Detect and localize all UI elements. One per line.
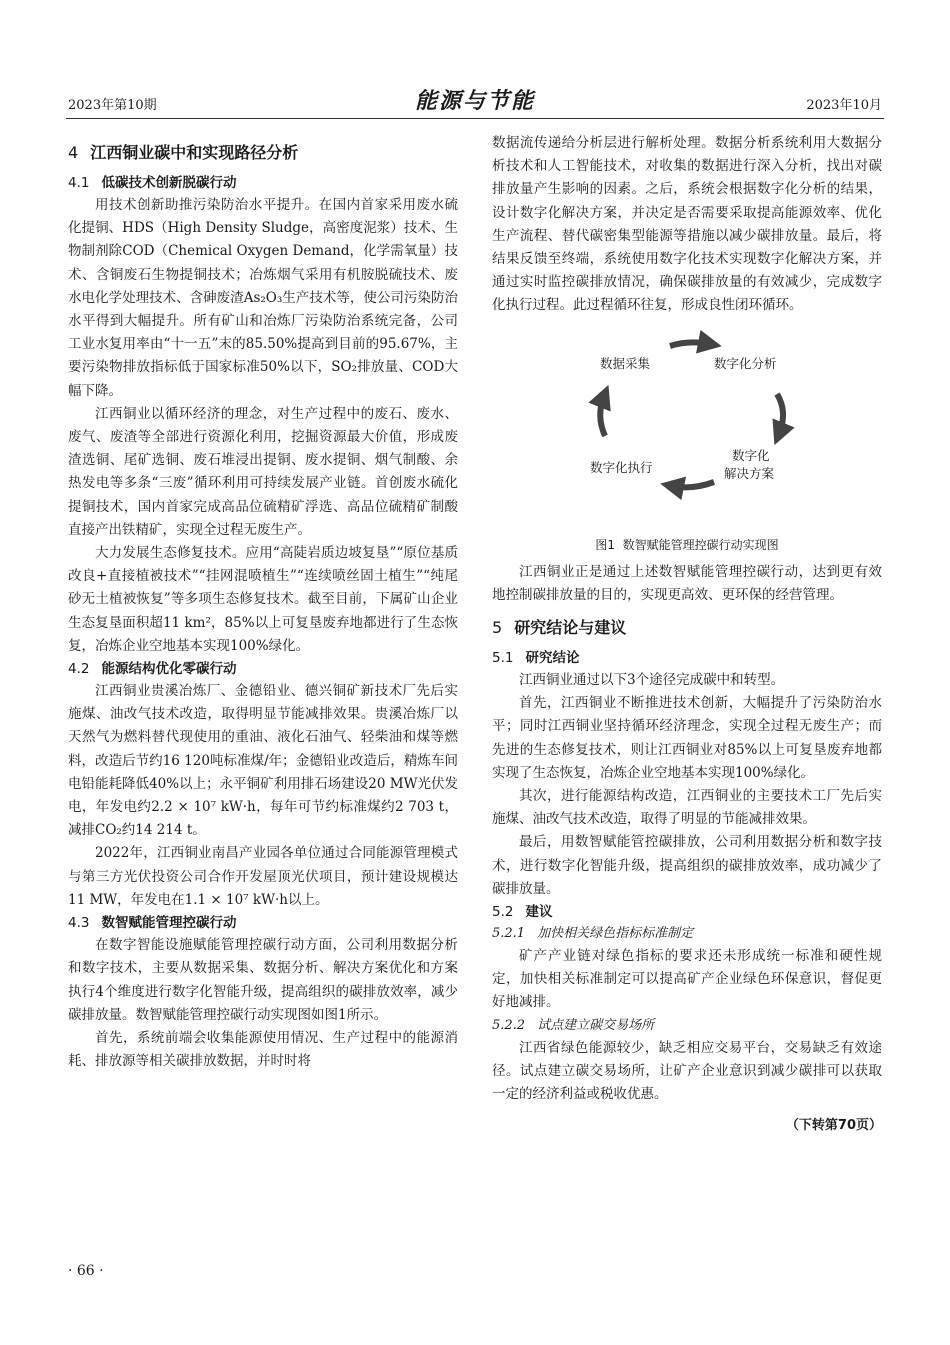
subsection-number: 4.1 (68, 175, 90, 191)
subsubsection-5-2-1-heading (492, 923, 882, 945)
journal-logo: 能源与节能 (414, 88, 535, 114)
paragraph: 最后，用数智赋能管控碳排放，公司利用数据分析和数字技术，进行数字化智能升级，提高组织的碳排放效率，成功减少了碳排放量。 (492, 834, 882, 897)
paragraph: 江西铜业以循环经济的理念，对生产过程中的废石、废水、废气、废渣等全部进行资源化利用，挖掘资源最大价值，形成废渣选铜、尾矿选铜、废石堆浸出提铜、废水提铜、烟气制酸、余热发电等多条“三废”循环利用可持续发展产业链。首创废水硫化提铜技术，国内首家完成高品位硫精矿浮选、高品位硫精矿制酸直接产出铁精矿，实现全过程无废生产。 (68, 405, 458, 538)
paragraph: 其次，进行能源结构改造，江西铜业的主要技术工厂先后实施煤、油改气技术改造，取得了明显的节能减排效果。 (492, 788, 882, 828)
header-date: 2023年10月 (806, 98, 882, 113)
paragraph: 2022年，江西铜业南昌产业园各单位通过合同能源管理模式与第三方光伏投资公司合作开发屋顶光伏项目，预计建设规模达11 MW，年发电在1.1 × 10⁷ kW·h以上。 (68, 845, 458, 908)
right-column (492, 132, 882, 1133)
header-issue: 2023年第10期 (68, 98, 157, 113)
subsection-5-2-heading (492, 901, 882, 923)
subsection-title: 研究结论 (525, 650, 580, 667)
figure-1-cycle-diagram (492, 324, 882, 534)
arrow-top (670, 342, 710, 346)
subsection-number: 4.2 (68, 661, 90, 678)
paragraph: 江西铜业正是通过上述数智赋能管理控碳行动，达到更有效地控制碳排放量的目的，实现更高效、更环保的经营管理。 (492, 563, 882, 603)
label-digital-analysis: 数字化分析 (714, 355, 777, 371)
paragraph: 首先，江西铜业不断推进技术创新，大幅提升了污染防治水平；同时江西铜业坚持循环经济理念，实现全过程无废生产；而先进的生态修复技术，则让江西铜业对85%以上可复垦废弃地都实现了生态恢复，冶炼企业空地基本实现100%绿化。 (492, 695, 882, 781)
label-solution: 解决方案 (724, 465, 775, 481)
subsection-4-1-heading (68, 172, 458, 194)
label-digital-execution: 数字化执行 (590, 459, 653, 475)
subsection-4-2-heading (68, 658, 458, 680)
subsection-number: 5.1 (492, 650, 514, 667)
label-digital: 数字化 (732, 447, 770, 463)
subsubsection-number: 5.2.1 (492, 926, 526, 942)
paragraph-continued: 数据流传递给分析层进行解析处理。数据分析系统利用大数据分析技术和人工智能技术，对收集的数据进行深入分析，找出对碳排放量产生影响的因素。之后，系统会根据数字化分析的结果，设计数字化解决方案，并决定是否需要采取提高能源效率、优化生产流程、替代碳密集型能源等措施以减少碳排放量。最后，将结果反馈至终端，系统使用数字化技术实现数字化解决方案，并通过实时监控碳排放情况，确保碳排放量的有效减少，完成数字化执行过程。此过程循环往复，形成良性闭环循环。 (492, 135, 882, 314)
section-title: 研究结论与建议 (514, 618, 627, 638)
paragraph: 矿产产业链对绿色指标的要求还未形成统一标准和硬性规定，加快相关标准制定可以提高矿产企业绿色环保意识，督促更好地减排。 (492, 948, 882, 1011)
paragraph: 江西铜业贵溪冶炼厂、金德铅业、德兴铜矿新技术厂先后实施煤、油改气技术改造，取得明显节能减排效果。贵溪冶炼厂以天然气为燃料替代现使用的重油、液化石油气、轻柴油和煤等燃料，改造后节约16 120吨标准煤/年；金德铅业改造后，精炼车间电铅能耗降低40%以上；永平铜矿利用排石场建设20 MW光伏发电，年发电约2.2 × 10⁷ kW·h，每年可节约标准煤约2 703 t，减排CO₂约14 214 t。 (68, 683, 458, 839)
arrow-right (777, 394, 783, 434)
section-number: 4 (68, 143, 79, 162)
section-4-heading (68, 140, 458, 166)
continued-note: （下转第70页） (785, 1118, 882, 1134)
arrow-bottom (672, 482, 714, 487)
paragraph: 大力发展生态修复技术。应用“高陡岩质边坡复垦”“原位基质改良+直接植被技术”“挂网混喷植生”“连续喷丝固土植生”“纯尾砂无土植被恢复”等多项生态修复技术。截至目前，下属矿山企业生态复垦面积超11 km²，85%以上可复垦废弃地都进行了生态恢复，冶炼企业空地基本实现100%绿化。 (68, 545, 458, 654)
section-title: 江西铜业碳中和实现路径分析 (90, 143, 299, 162)
subsection-5-1-heading (492, 647, 882, 669)
figure-number: 图1 (595, 537, 615, 552)
left-column (68, 132, 458, 1073)
subsubsection-title: 加快相关绿色指标标准制定 (537, 926, 694, 942)
subsubsection-title: 试点建立碳交易场所 (537, 1017, 655, 1033)
subsection-title: 建议 (525, 904, 553, 921)
paragraph: 在数字智能设施赋能管理控碳行动方面，公司利用数据分析和数字技术，主要从数据采集、数据分析、解决方案优化和方案执行4个维度进行数字化智能升级，提高组织的碳排放效率，减少碳排放量。数智赋能管理控碳行动实现图如图1所示。 (68, 937, 458, 1023)
section-number: 5 (492, 618, 503, 638)
subsection-title: 低碳技术创新脱碳行动 (101, 175, 237, 191)
subsection-4-3-heading (68, 912, 458, 934)
subsection-title: 数智赋能管理控碳行动 (101, 915, 237, 932)
header-rule (66, 118, 884, 119)
section-5-heading (492, 615, 882, 641)
subsubsection-5-2-2-heading (492, 1015, 882, 1037)
cycle-arrows (492, 324, 882, 534)
page-number: · 66 · (68, 1263, 104, 1279)
subsection-number: 4.3 (68, 915, 90, 932)
paragraph: 江西省绿色能源较少，缺乏相应交易平台，交易缺乏有效途径。试点建立碳交易场所，让矿产企业意识到减少碳排可以获取一定的经济利益或税收优惠。 (492, 1039, 882, 1103)
paragraph: 江西铜业通过以下3个途径完成碳中和转型。 (519, 672, 785, 689)
subsection-number: 5.2 (492, 904, 514, 921)
figure-title: 数智赋能管理控碳行动实现图 (622, 537, 779, 552)
figure-caption (492, 536, 882, 553)
paragraph: 用技术创新助推污染防治水平提升。在国内首家采用废水硫化提铜、HDS（High Density Sludge，高密度泥浆）技术、生物制剂除COD（Chemical Oxygen Demand，化学需氧量）技术、含铜废石生物提铜技术；冶炼烟气采用有机胺脱硫技术、废水电化学处理技术、含砷废渣As₂O₃生产技术等，使公司污染防治水平得到大幅提升。所有矿山和冶炼厂污染防治系统完备，公司工业水复用率由“十一五”末的85.50%提高到目前的95.67%，主要污染物排放指标低于国家标准50%以下，SO₂排放量、COD大幅下降。 (68, 197, 458, 399)
subsection-title: 能源结构优化零碳行动 (101, 661, 237, 678)
label-data-collection: 数据采集 (600, 355, 651, 371)
paragraph: 首先，系统前端会收集能源使用情况、生产过程中的能源消耗、排放源等相关碳排放数据，并时时将 (68, 1029, 458, 1070)
arrow-left (600, 396, 605, 436)
subsubsection-number: 5.2.2 (492, 1017, 526, 1033)
